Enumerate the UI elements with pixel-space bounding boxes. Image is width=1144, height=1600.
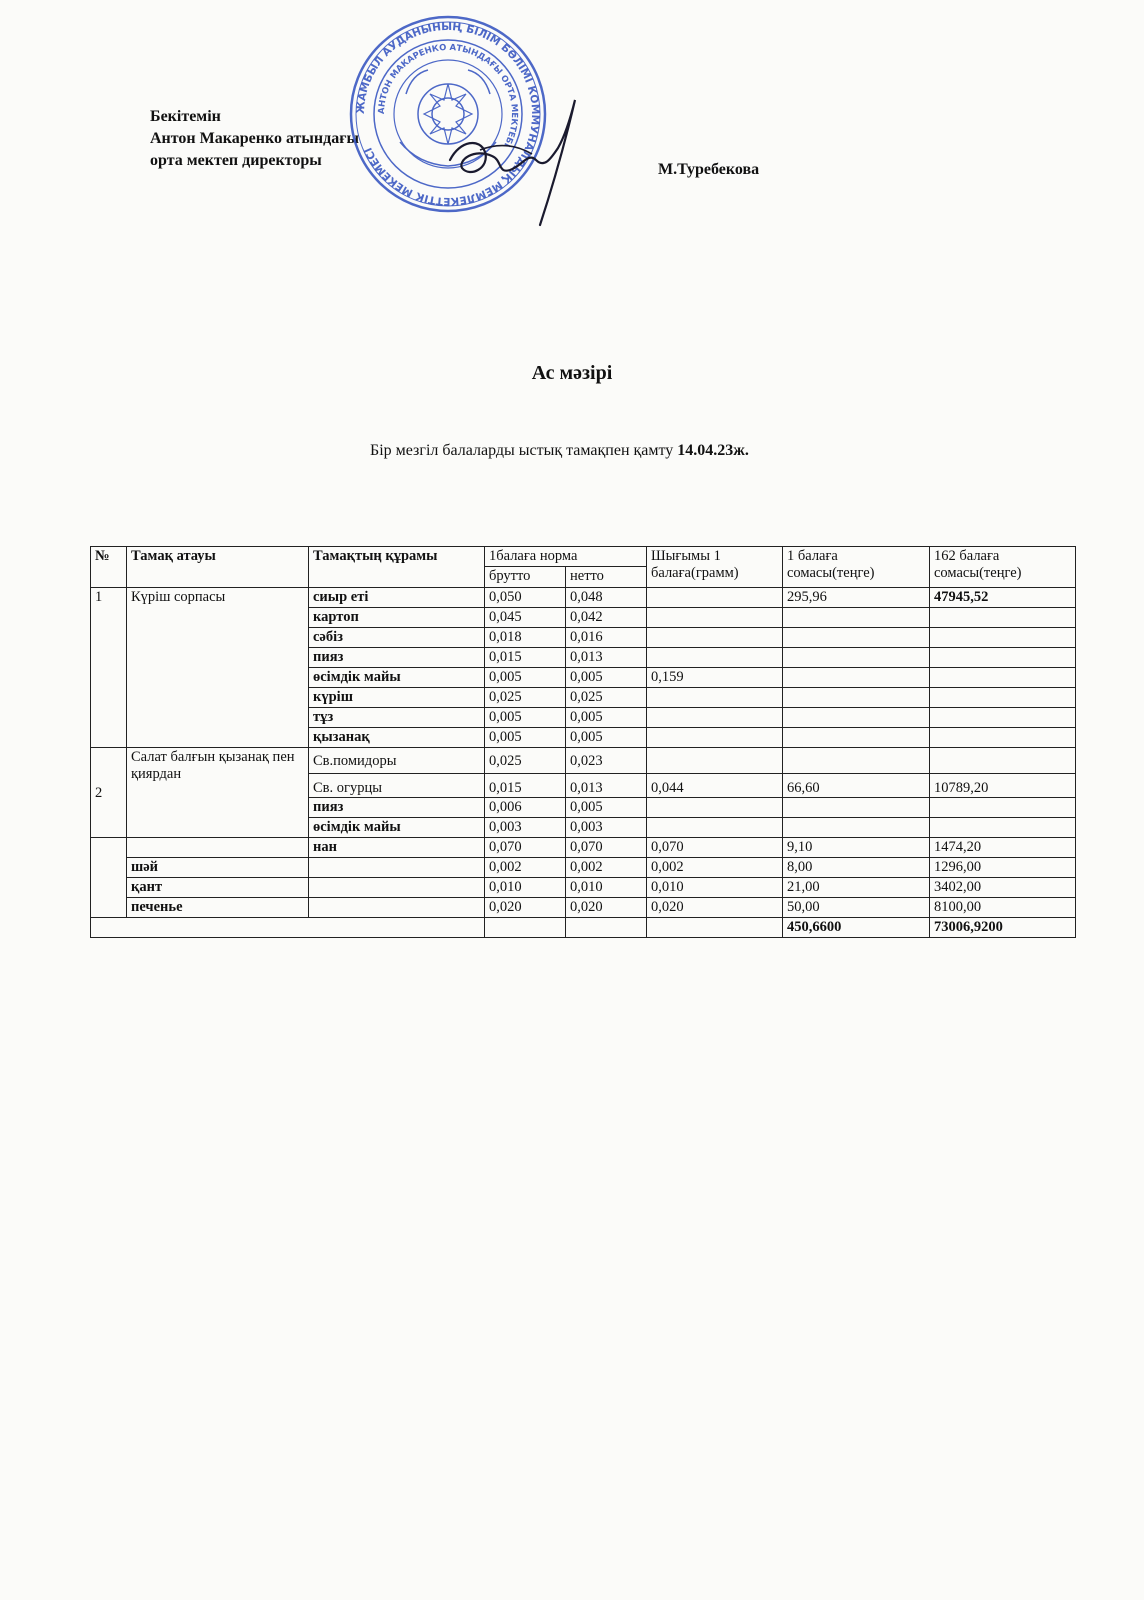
table-header-row [91, 547, 1076, 567]
extras-num-cell [91, 838, 127, 918]
cost1: 50,00 [783, 898, 930, 918]
ingredient: өсімдік майы [309, 818, 485, 838]
brutto: 0,025 [485, 688, 566, 708]
output [647, 748, 783, 774]
cost162 [930, 668, 1076, 688]
cost162 [930, 648, 1076, 668]
total-cost162: 73006,9200 [930, 918, 1076, 938]
netto: 0,005 [566, 708, 647, 728]
output [647, 708, 783, 728]
ingredient [309, 878, 485, 898]
approval-line-1: Бекітемін [150, 108, 221, 125]
brutto: 0,006 [485, 798, 566, 818]
cost162 [930, 628, 1076, 648]
header-norm: 1балаға норма [485, 547, 647, 567]
output [647, 688, 783, 708]
output [647, 608, 783, 628]
dish: шәй [127, 858, 309, 878]
total-cost1: 450,6600 [783, 918, 930, 938]
netto: 0,020 [566, 898, 647, 918]
cost162 [930, 708, 1076, 728]
brutto: 0,050 [485, 588, 566, 608]
cost162 [930, 798, 1076, 818]
output: 0,159 [647, 668, 783, 688]
group1-num: 1 [91, 588, 127, 748]
page-title: Ас мәзірі [531, 362, 613, 384]
cost1: 21,00 [783, 878, 930, 898]
brutto: 0,070 [485, 838, 566, 858]
header-netto: нетто [566, 567, 647, 588]
cost162: 8100,00 [930, 898, 1076, 918]
cost1 [783, 708, 930, 728]
bread-dish-cell [127, 838, 309, 858]
netto: 0,005 [566, 798, 647, 818]
table-row [91, 838, 1076, 858]
ingredient: сәбіз [309, 628, 485, 648]
cost162 [930, 608, 1076, 628]
brutto: 0,002 [485, 858, 566, 878]
table-row [91, 878, 1076, 898]
output: 0,044 [647, 774, 783, 798]
table-row [91, 898, 1076, 918]
netto: 0,048 [566, 588, 647, 608]
cost1 [783, 818, 930, 838]
brutto: 0,003 [485, 818, 566, 838]
approval-line-2: Антон Макаренко атындағы [150, 130, 359, 147]
netto: 0,002 [566, 858, 647, 878]
cost1: 8,00 [783, 858, 930, 878]
header-output: Шығымы 1 балаға(грамм) [647, 547, 783, 588]
output [647, 648, 783, 668]
cost1 [783, 648, 930, 668]
cost162 [930, 728, 1076, 748]
subtitle-text: Бір мезгіл балаларды ыстық тамақпен қамту [370, 442, 678, 459]
cost1: 295,96 [783, 588, 930, 608]
cost1 [783, 728, 930, 748]
output: 0,002 [647, 858, 783, 878]
cost1 [783, 668, 930, 688]
netto: 0,016 [566, 628, 647, 648]
output: 0,010 [647, 878, 783, 898]
dish: қант [127, 878, 309, 898]
output [647, 628, 783, 648]
ingredient: сиыр еті [309, 588, 485, 608]
ingredient: Св.помидоры [309, 748, 485, 774]
output: 0,020 [647, 898, 783, 918]
group2-dish: Салат балғын қызанақ пен қиярдан [127, 748, 309, 838]
table-row [91, 748, 1076, 774]
netto: 0,042 [566, 608, 647, 628]
cost162: 1296,00 [930, 858, 1076, 878]
cost162: 3402,00 [930, 878, 1076, 898]
total-output [647, 918, 783, 938]
netto: 0,023 [566, 748, 647, 774]
menu-table [90, 546, 1076, 938]
cost1 [783, 628, 930, 648]
stamp-inner-text: АНТОН МАКАРЕНКО АТЫНДАҒЫ ОРТА МЕКТЕБІ [376, 42, 520, 149]
total-brutto [485, 918, 566, 938]
netto: 0,010 [566, 878, 647, 898]
ingredient: нан [309, 838, 485, 858]
output [647, 588, 783, 608]
header-cost1: 1 балаға сомасы(теңге) [783, 547, 930, 588]
netto: 0,070 [566, 838, 647, 858]
ingredient: өсімдік майы [309, 668, 485, 688]
ingredient [309, 858, 485, 878]
brutto: 0,005 [485, 668, 566, 688]
netto: 0,025 [566, 688, 647, 708]
approval-block [150, 106, 359, 172]
total-row [91, 918, 1076, 938]
ingredient: картоп [309, 608, 485, 628]
ingredient: пияз [309, 798, 485, 818]
ingredient: тұз [309, 708, 485, 728]
group1-dish: Күріш сорпасы [127, 588, 309, 748]
table-row [91, 588, 1076, 608]
header-brutto: брутто [485, 567, 566, 588]
netto: 0,013 [566, 648, 647, 668]
header-dish: Тамақ атауы [127, 547, 309, 588]
cost1 [783, 688, 930, 708]
header-composition: Тамақтың құрамы [309, 547, 485, 588]
table-row [91, 858, 1076, 878]
netto: 0,013 [566, 774, 647, 798]
ingredient: қызанақ [309, 728, 485, 748]
cost162: 47945,52 [930, 588, 1076, 608]
cost1 [783, 608, 930, 628]
brutto: 0,018 [485, 628, 566, 648]
ingredient: күріш [309, 688, 485, 708]
total-label-cell [91, 918, 485, 938]
ingredient: Св. огурцы [309, 774, 485, 798]
cost162 [930, 688, 1076, 708]
brutto: 0,015 [485, 774, 566, 798]
brutto: 0,020 [485, 898, 566, 918]
netto: 0,005 [566, 728, 647, 748]
cost162: 1474,20 [930, 838, 1076, 858]
brutto: 0,010 [485, 878, 566, 898]
dish: печенье [127, 898, 309, 918]
ingredient: пияз [309, 648, 485, 668]
signature-icon [440, 90, 590, 230]
subtitle-date: 14.04.23ж. [677, 442, 749, 459]
director-name: М.Туребекова [658, 161, 760, 178]
header-num: № [91, 547, 127, 588]
header-cost162: 162 балаға сомасы(теңге) [930, 547, 1076, 588]
brutto: 0,045 [485, 608, 566, 628]
stamp-outer-text: ЖАМБЫЛ АУДАНЫНЫҢ БІЛІМ БӨЛІМІ КОММУНАЛДЫҚ МЕМЛЕКЕТТІК МЕКЕМЕСІ [354, 20, 542, 208]
cost1 [783, 748, 930, 774]
cost162 [930, 748, 1076, 774]
output [647, 728, 783, 748]
output [647, 798, 783, 818]
cost162: 10789,20 [930, 774, 1076, 798]
brutto: 0,025 [485, 748, 566, 774]
ingredient [309, 898, 485, 918]
page-subtitle [370, 442, 749, 460]
total-netto [566, 918, 647, 938]
group2-num: 2 [91, 748, 127, 838]
netto: 0,003 [566, 818, 647, 838]
netto: 0,005 [566, 668, 647, 688]
cost1: 9,10 [783, 838, 930, 858]
brutto: 0,005 [485, 728, 566, 748]
output [647, 818, 783, 838]
cost1 [783, 798, 930, 818]
brutto: 0,015 [485, 648, 566, 668]
cost162 [930, 818, 1076, 838]
approval-line-3: орта мектеп директоры [150, 152, 322, 169]
brutto: 0,005 [485, 708, 566, 728]
cost1: 66,60 [783, 774, 930, 798]
output: 0,070 [647, 838, 783, 858]
